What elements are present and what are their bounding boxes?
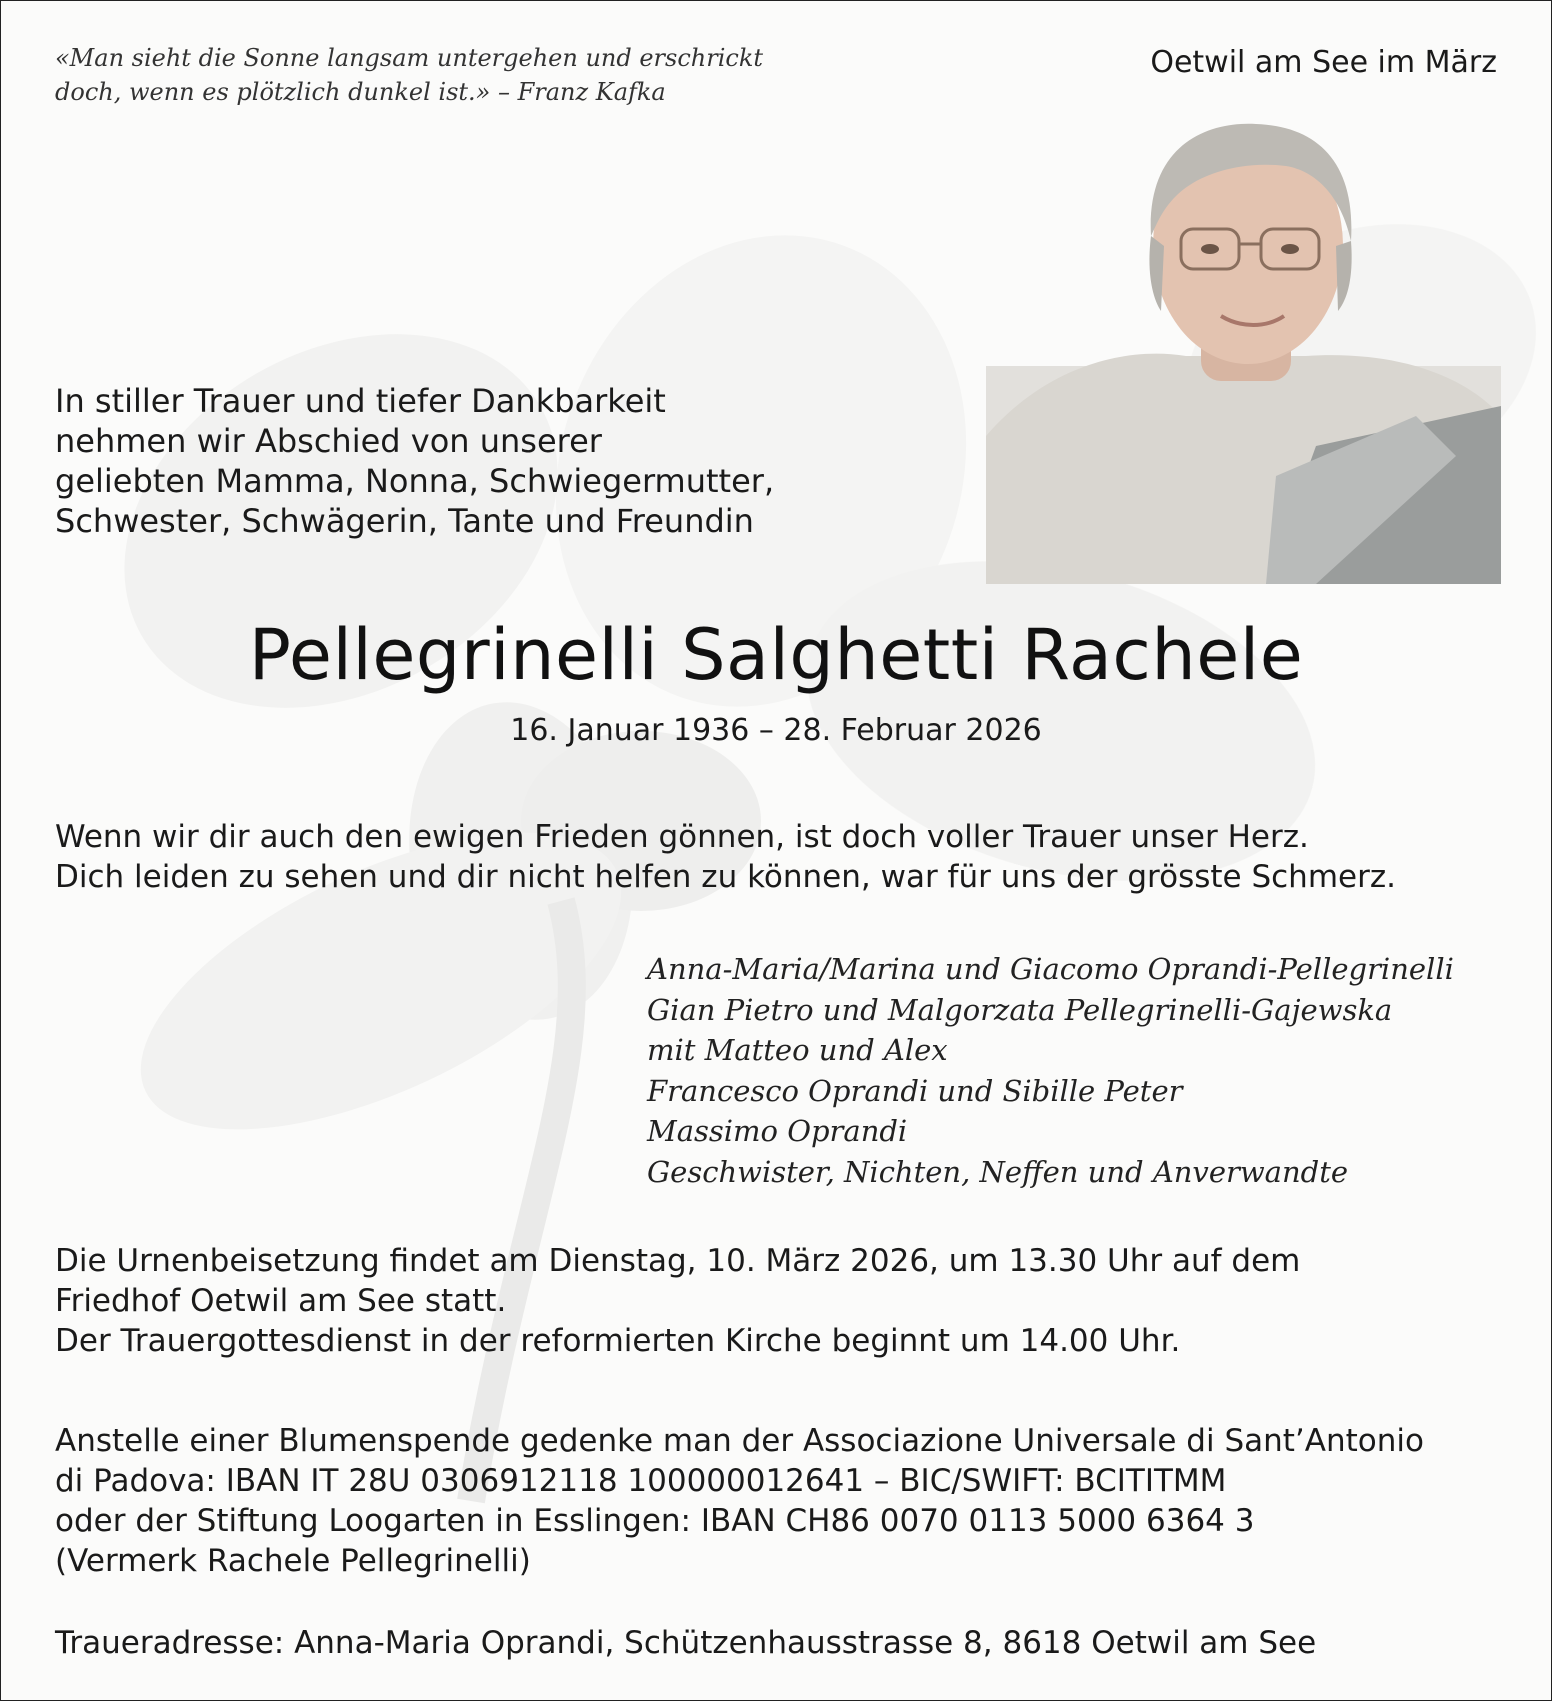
mourner-line: mit Matteo und Alex (647, 1033, 948, 1067)
mourner-line: Gian Pietro und Malgorzata Pellegrinelli-Gajewska (647, 992, 1393, 1027)
donation-line: di Padova: IBAN IT 28U 0306912118 100000012641 – BIC/SWIFT: BCITITMM (55, 1463, 1227, 1499)
donation-line: oder der Stiftung Loogarten in Esslingen: IBAN CH86 0070 0113 5000 6364 3 (55, 1503, 1255, 1539)
place-and-month: Oetwil am See im März (1150, 45, 1497, 80)
intro-line: nehmen wir Abschied von unserer (55, 422, 602, 460)
quote-line: doch, wenn es plötzlich dunkel ist.» – Franz Kafka (55, 78, 666, 106)
mourner-line: Anna-Maria/Marina und Giacomo Oprandi-Pellegrinelli (647, 952, 1454, 986)
intro-line: Schwester, Schwägerin, Tante und Freundin (55, 502, 754, 540)
intro-line: geliebten Mamma, Nonna, Schwiegermutter, (55, 462, 775, 500)
service-line: Der Trauergottesdienst in der reformierten Kirche beginnt um 14.00 Uhr. (55, 1323, 1181, 1359)
family-mourners-list (647, 949, 1527, 1192)
portrait-photo (986, 116, 1501, 584)
mourner-line: Francesco Oprandi und Sibille Peter (647, 1073, 1183, 1108)
intro-text (55, 381, 955, 541)
life-dates: 16. Januar 1936 – 28. Februar 2026 (510, 713, 1042, 748)
kafka-quote (55, 41, 775, 109)
mourning-address: Traueradresse: Anna-Maria Oprandi, Schützenhausstrasse 8, 8618 Oetwil am See (55, 1625, 1317, 1661)
donation-line: Anstelle einer Blumenspende gedenke man der Associazione Universale di Sant’Antonio (55, 1423, 1424, 1459)
quote-line: «Man sieht die Sonne langsam untergehen und erschrickt (55, 44, 764, 72)
service-information (55, 1241, 1515, 1361)
memorial-verse (55, 817, 1515, 897)
donation-line: (Vermerk Rachele Pellegrinelli) (55, 1543, 531, 1579)
service-line: Friedhof Oetwil am See statt. (55, 1283, 507, 1319)
intro-line: In stiller Trauer und tiefer Dankbarkeit (55, 382, 666, 420)
deceased-name: Pellegrinelli Salghetti Rachele (248, 614, 1304, 696)
verse-line: Dich leiden zu sehen und dir nicht helfen zu können, war für uns der grösste Schmerz. (55, 859, 1396, 895)
mourner-line: Massimo Oprandi (647, 1114, 908, 1148)
mourner-line: Geschwister, Nichten, Neffen und Anverwandte (647, 1154, 1349, 1189)
donation-information (55, 1421, 1525, 1581)
verse-line: Wenn wir dir auch den ewigen Frieden gönnen, ist doch voller Trauer unser Herz. (55, 819, 1309, 855)
service-line: Die Urnenbeisetzung findet am Dienstag, 10. März 2026, um 13.30 Uhr auf dem (55, 1243, 1301, 1279)
